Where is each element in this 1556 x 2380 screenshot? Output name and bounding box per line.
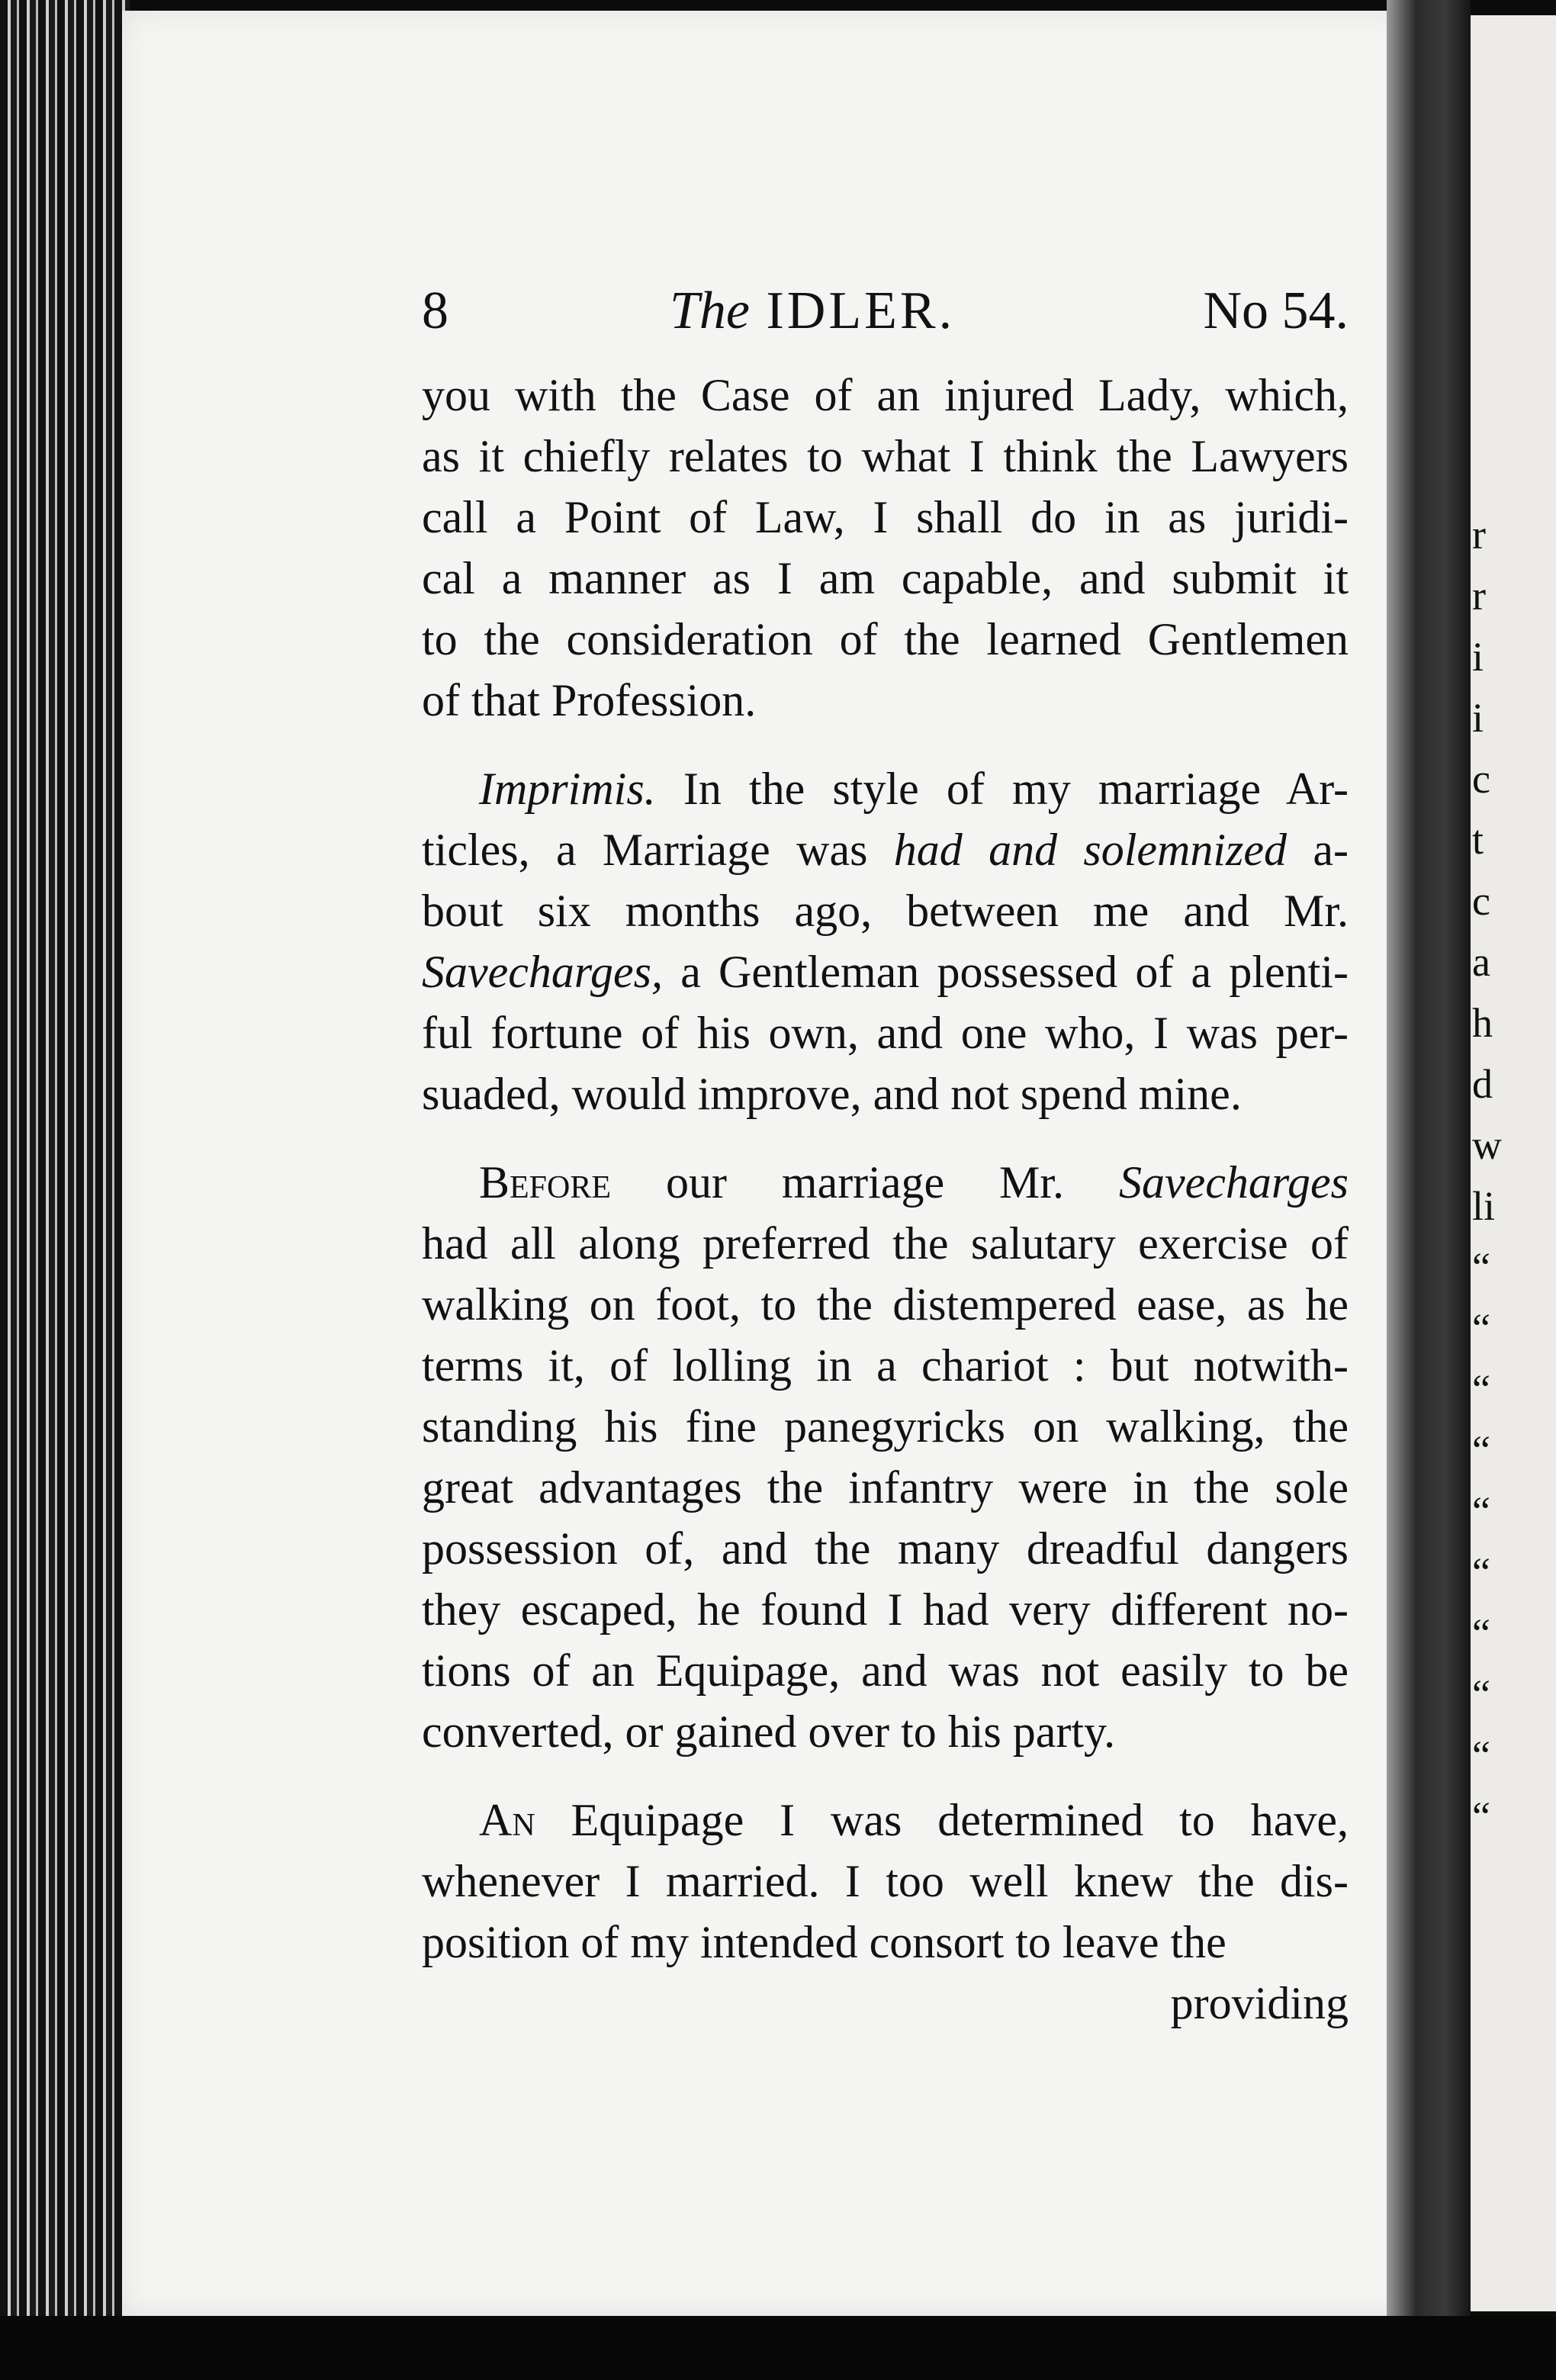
text-run: possession of, and the many dreadful dangers — [422, 1523, 1349, 1574]
text-line: of that Profession. — [422, 675, 757, 725]
text-line — [422, 758, 1349, 819]
text-run: great advantages the infantry were in the sole — [422, 1462, 1349, 1513]
facing-page-fragment: li — [1472, 1183, 1496, 1229]
paragraph — [422, 1790, 1349, 2034]
running-title-main: IDLER. — [766, 281, 956, 340]
italic-run: had and solemnized — [893, 825, 1288, 875]
catchword: providing — [1170, 1978, 1349, 2028]
facing-page-fragment: “ — [1472, 1244, 1490, 1290]
facing-page-fragment: “ — [1472, 1366, 1490, 1412]
text-line: cal a manner as I am capable, and submit it — [422, 553, 1349, 603]
running-header — [422, 281, 1349, 349]
page-gutter — [1387, 0, 1471, 2380]
text-line: to the consideration of the learned Gentlemen — [422, 614, 1349, 664]
facing-page-fragment: w — [1472, 1122, 1502, 1168]
text-run: converted, or gained over to his party. — [422, 1706, 1116, 1757]
text-line — [422, 1002, 1349, 1063]
body-text — [422, 365, 1349, 2061]
text-line — [422, 1063, 1349, 1124]
text-run: ful fortune of his own, and one who, I was per- — [422, 1008, 1349, 1058]
paragraph — [422, 1152, 1349, 1762]
facing-page-fragment: i — [1472, 695, 1484, 741]
facing-page-fragment: t — [1472, 817, 1484, 863]
text-line: call a Point of Law, I shall do in as juridi- — [422, 492, 1349, 542]
text-run: tions of an Equipage, and was not easily to be — [422, 1645, 1349, 1696]
text-run: position of my intended consort to leave the — [422, 1917, 1226, 1967]
text-run: whenever I married. I too well knew the dis- — [422, 1856, 1349, 1906]
facing-page-fragment: i — [1472, 634, 1484, 680]
paragraph — [422, 758, 1349, 1124]
text-line — [422, 1152, 1349, 1213]
text-run: our marriage Mr. — [611, 1157, 1119, 1208]
text-line — [422, 819, 1349, 880]
text-line — [422, 880, 1349, 941]
facing-page-fragment: a — [1472, 939, 1490, 985]
text-line: you with the Case of an injured Lady, which, — [422, 370, 1349, 420]
text-run: suaded, would improve, and not spend mine. — [422, 1069, 1242, 1119]
book-binding — [0, 0, 130, 2380]
scan-bottom-edge — [0, 2316, 1556, 2380]
text-line — [422, 1701, 1349, 1762]
text-line — [422, 1274, 1349, 1335]
italic-run: Savecharges, — [422, 947, 663, 997]
text-line — [422, 941, 1349, 1002]
text-run: In the style of my marriage Ar- — [655, 764, 1349, 814]
text-run: a- — [1287, 825, 1349, 875]
page-number: 8 — [422, 281, 448, 340]
facing-page-fragment: “ — [1472, 1671, 1490, 1717]
text-run: a Gentleman possessed of a plenti- — [663, 947, 1349, 997]
text-line — [422, 1396, 1349, 1457]
italic-run: Imprimis. — [479, 764, 656, 814]
text-line — [422, 1335, 1349, 1396]
text-run: walking on foot, to the distempered ease, as he — [422, 1279, 1349, 1330]
text-line — [422, 1912, 1349, 1973]
text-line — [422, 1579, 1349, 1640]
text-run: had all along preferred the salutary exercise of — [422, 1218, 1349, 1269]
facing-page-fragment: “ — [1472, 1610, 1490, 1656]
running-title-italic: The — [670, 281, 750, 340]
text-line — [422, 1518, 1349, 1579]
text-line — [422, 1457, 1349, 1518]
facing-page-fragment: r — [1472, 512, 1486, 558]
text-run: ticles, a Marriage was — [422, 825, 894, 875]
running-title — [670, 281, 955, 342]
facing-page-fragment: “ — [1472, 1549, 1490, 1595]
text-line — [422, 1640, 1349, 1701]
facing-page-fragment: “ — [1472, 1427, 1490, 1473]
paragraph — [422, 365, 1349, 731]
text-run: terms it, of lolling in a chariot : but notwith- — [422, 1340, 1349, 1391]
small-caps-run: An — [479, 1795, 535, 1845]
text-line: as it chiefly relates to what I think the Lawyers — [422, 431, 1349, 481]
text-run: bout six months ago, between me and Mr. — [422, 886, 1349, 936]
text-run: Equipage I was determined to have, — [535, 1795, 1349, 1845]
text-run: they escaped, he found I had very different no- — [422, 1584, 1349, 1635]
facing-page-fragment: “ — [1472, 1793, 1490, 1839]
facing-page-fragment: c — [1472, 878, 1490, 924]
facing-page-fragment: d — [1472, 1061, 1493, 1107]
text-line — [422, 1213, 1349, 1274]
text-run: standing his fine panegyricks on walking, the — [422, 1401, 1349, 1452]
facing-page-fragment: “ — [1472, 1488, 1490, 1534]
facing-page-fragment: h — [1472, 1000, 1493, 1046]
italic-run: Savecharges — [1119, 1157, 1349, 1208]
facing-page — [1471, 15, 1556, 2311]
text-line — [422, 1790, 1349, 1851]
small-caps-run: Before — [479, 1157, 612, 1208]
facing-page-fragment: c — [1472, 756, 1490, 802]
facing-page-fragment: “ — [1472, 1305, 1490, 1351]
facing-page-fragment: r — [1472, 573, 1486, 619]
issue-number: No 54. — [1203, 281, 1349, 340]
facing-page-fragment: “ — [1472, 1732, 1490, 1778]
text-line — [422, 1851, 1349, 1912]
